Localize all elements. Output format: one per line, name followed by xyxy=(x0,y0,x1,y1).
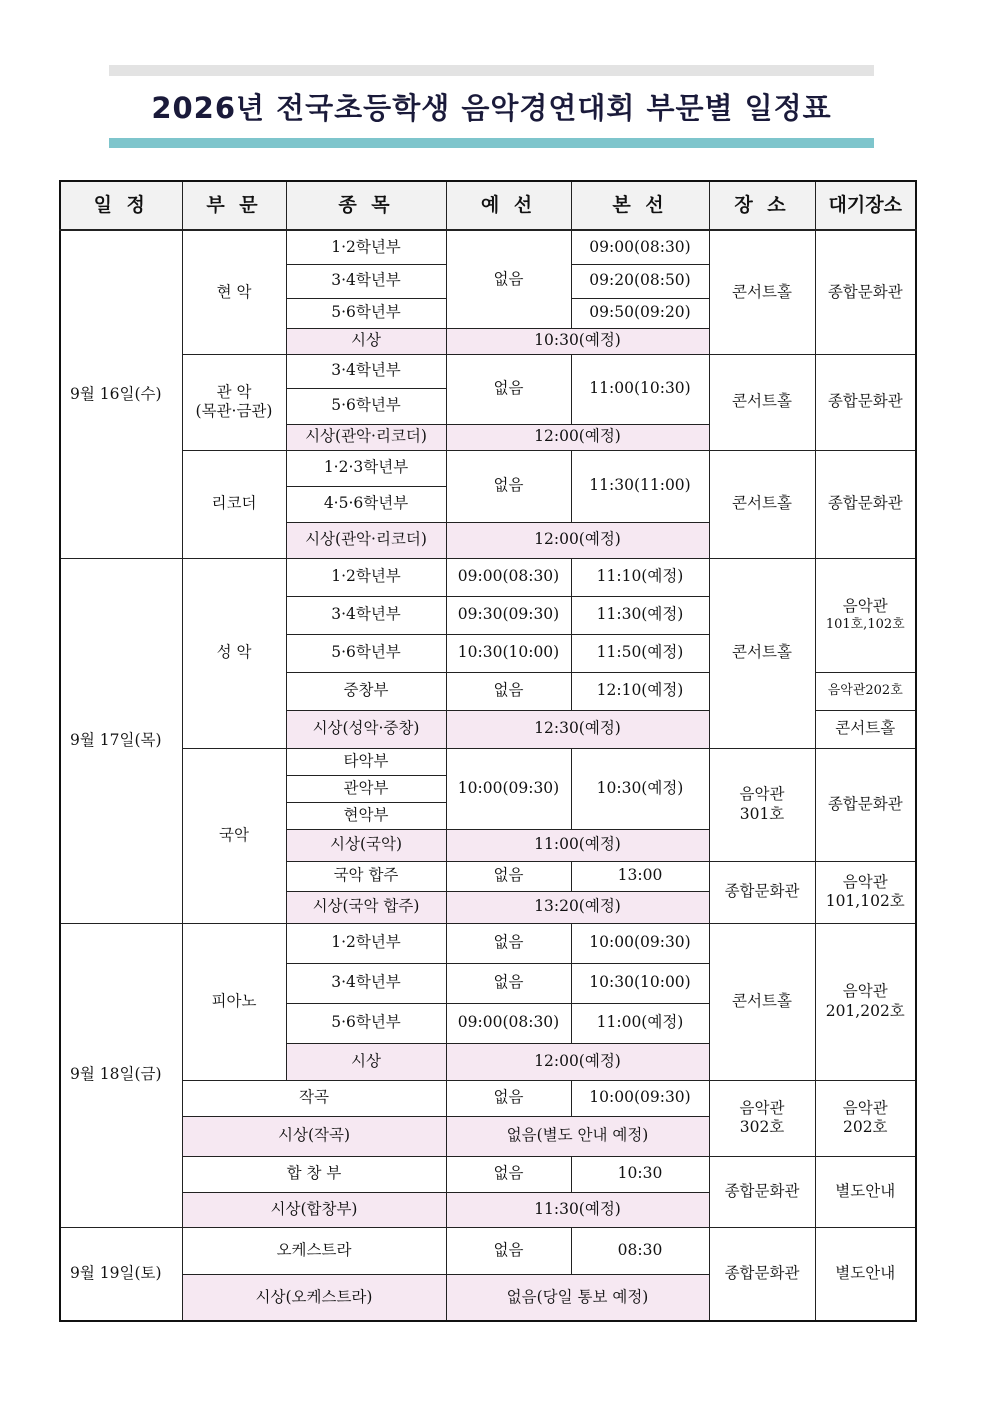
final-cell: 11:00(예정) xyxy=(571,1003,709,1043)
prelim-cell: 10:30(10:00) xyxy=(446,634,571,672)
column-header: 종 목 xyxy=(286,181,446,230)
column-header: 예 선 xyxy=(446,181,571,230)
award-time-cell: 12:00(예정) xyxy=(446,522,709,558)
waiting-cell: 별도안내 xyxy=(815,1156,916,1227)
final-cell: 13:00 xyxy=(571,861,709,891)
item-cell: 5·6학년부 xyxy=(286,388,446,424)
prelim-cell: 없음 xyxy=(446,1156,571,1192)
category-cell xyxy=(182,354,286,450)
page-title: 2026년 전국초등학생 음악경연대회 부문별 일정표 xyxy=(151,91,832,125)
waiting-label: 음악관 xyxy=(842,872,888,891)
column-header: 일 정 xyxy=(60,181,182,230)
waiting-room-label: 201,202호 xyxy=(825,1001,905,1020)
prelim-cell: 없음 xyxy=(446,230,571,328)
header-top-bar xyxy=(109,65,874,76)
venue-cell: 종합문화관 xyxy=(709,1156,815,1227)
category-cell: 국악 xyxy=(182,748,286,923)
waiting-cell: 콘서트홀 xyxy=(815,710,916,748)
prelim-cell: 없음 xyxy=(446,1080,571,1116)
award-cell: 시상(관악·리코더) xyxy=(286,522,446,558)
item-cell: 3·4학년부 xyxy=(286,354,446,388)
table-row xyxy=(60,748,916,775)
item-cell: 1·2학년부 xyxy=(286,923,446,963)
category-label: 관 악 xyxy=(216,382,252,401)
header-row xyxy=(60,181,916,230)
item-cell: 현악부 xyxy=(286,802,446,829)
date-cell: 9월 18일(금) xyxy=(60,923,182,1227)
waiting-room-label: 101호,102호 xyxy=(825,616,905,632)
item-cell: 1·2학년부 xyxy=(286,230,446,264)
table-row xyxy=(60,923,916,963)
item-cell: 5·6학년부 xyxy=(286,298,446,328)
final-cell: 10:00(09:30) xyxy=(571,923,709,963)
venue-room-label: 301호 xyxy=(739,804,785,823)
prelim-cell: 없음 xyxy=(446,963,571,1003)
final-cell: 10:30 xyxy=(571,1156,709,1192)
final-cell: 11:00(10:30) xyxy=(571,354,709,424)
final-cell: 10:30(예정) xyxy=(571,748,709,829)
venue-cell: 종합문화관 xyxy=(709,1227,815,1321)
award-cell: 시상(작곡) xyxy=(182,1116,446,1156)
venue-label: 음악관 xyxy=(739,785,785,804)
waiting-room-label: 101,102호 xyxy=(825,892,905,910)
venue-cell: 콘서트홀 xyxy=(709,558,815,748)
award-cell: 시상(오케스트라) xyxy=(182,1274,446,1321)
category-cell: 리코더 xyxy=(182,450,286,558)
item-cell: 오케스트라 xyxy=(182,1227,446,1274)
category-sub-label: (목관·금관) xyxy=(195,402,273,420)
venue-cell: 종합문화관 xyxy=(709,861,815,923)
final-cell: 10:00(09:30) xyxy=(571,1080,709,1116)
prelim-cell: 없음 xyxy=(446,1227,571,1274)
venue-room-label: 302호 xyxy=(739,1118,785,1136)
table-row xyxy=(60,1080,916,1116)
waiting-cell xyxy=(815,1080,916,1156)
waiting-label: 음악관 xyxy=(842,1098,888,1117)
final-cell: 11:30(예정) xyxy=(571,596,709,634)
item-cell: 국악 합주 xyxy=(286,861,446,891)
venue-cell: 콘서트홀 xyxy=(709,450,815,558)
item-cell: 작곡 xyxy=(182,1080,446,1116)
prelim-cell: 09:00(08:30) xyxy=(446,1003,571,1043)
final-cell: 09:50(09:20) xyxy=(571,298,709,328)
table-row xyxy=(60,450,916,486)
final-cell: 08:30 xyxy=(571,1227,709,1274)
table-row xyxy=(60,230,916,264)
item-cell: 3·4학년부 xyxy=(286,596,446,634)
column-header: 대기장소 xyxy=(815,181,916,230)
award-cell: 시상 xyxy=(286,328,446,354)
award-time-cell: 12:00(예정) xyxy=(446,424,709,450)
waiting-cell xyxy=(815,923,916,1080)
prelim-cell: 없음 xyxy=(446,923,571,963)
category-cell: 성 악 xyxy=(182,558,286,748)
final-cell: 10:30(10:00) xyxy=(571,963,709,1003)
waiting-room-label: 202호 xyxy=(842,1118,888,1136)
waiting-cell: 종합문화관 xyxy=(815,354,916,450)
item-cell: 3·4학년부 xyxy=(286,963,446,1003)
waiting-label: 음악관 xyxy=(842,982,888,1001)
award-time-cell: 11:30(예정) xyxy=(446,1192,709,1227)
final-cell: 11:10(예정) xyxy=(571,558,709,596)
waiting-cell: 별도안내 xyxy=(815,1227,916,1321)
item-cell: 5·6학년부 xyxy=(286,1003,446,1043)
award-cell: 시상 xyxy=(286,1043,446,1080)
date-cell: 9월 19일(토) xyxy=(60,1227,182,1321)
award-time-cell: 13:20(예정) xyxy=(446,891,709,923)
final-cell: 09:00(08:30) xyxy=(571,230,709,264)
column-header: 장 소 xyxy=(709,181,815,230)
date-cell: 9월 17일(목) xyxy=(60,558,182,923)
final-cell: 12:10(예정) xyxy=(571,672,709,710)
award-time-cell: 12:30(예정) xyxy=(446,710,709,748)
final-cell: 11:30(11:00) xyxy=(571,450,709,522)
category-cell: 피아노 xyxy=(182,923,286,1080)
item-cell: 타악부 xyxy=(286,748,446,775)
prelim-cell: 없음 xyxy=(446,354,571,424)
item-cell: 중창부 xyxy=(286,672,446,710)
date-cell: 9월 16일(수) xyxy=(60,230,182,558)
table-row xyxy=(60,354,916,388)
final-cell: 09:20(08:50) xyxy=(571,264,709,298)
prelim-cell: 없음 xyxy=(446,672,571,710)
award-time-cell: 10:30(예정) xyxy=(446,328,709,354)
venue-cell: 콘서트홀 xyxy=(709,923,815,1080)
venue-cell xyxy=(709,748,815,861)
item-cell: 5·6학년부 xyxy=(286,634,446,672)
item-cell: 1·2학년부 xyxy=(286,558,446,596)
award-time-cell: 11:00(예정) xyxy=(446,829,709,861)
venue-cell xyxy=(709,1080,815,1156)
waiting-cell: 종합문화관 xyxy=(815,748,916,861)
item-cell: 3·4학년부 xyxy=(286,264,446,298)
prelim-cell: 09:30(09:30) xyxy=(446,596,571,634)
award-cell: 시상(성악·중창) xyxy=(286,710,446,748)
waiting-cell: 종합문화관 xyxy=(815,230,916,354)
venue-label: 음악관 xyxy=(739,1098,785,1117)
item-cell: 4·5·6학년부 xyxy=(286,486,446,522)
column-header: 본 선 xyxy=(571,181,709,230)
table-row xyxy=(60,558,916,596)
final-cell: 11:50(예정) xyxy=(571,634,709,672)
award-cell: 시상(관악·리코더) xyxy=(286,424,446,450)
waiting-cell: 음악관202호 xyxy=(815,672,916,710)
item-cell: 관악부 xyxy=(286,775,446,802)
award-cell: 시상(국악 합주) xyxy=(286,891,446,923)
table-row xyxy=(60,1227,916,1274)
prelim-cell: 없음 xyxy=(446,861,571,891)
category-cell: 현 악 xyxy=(182,230,286,354)
award-cell: 시상(국악) xyxy=(286,829,446,861)
award-cell: 시상(합창부) xyxy=(182,1192,446,1227)
schedule-table xyxy=(59,180,917,1322)
award-time-cell: 없음(당일 통보 예정) xyxy=(446,1274,709,1321)
waiting-label: 음악관 xyxy=(842,597,888,616)
venue-cell: 콘서트홀 xyxy=(709,354,815,450)
table-row xyxy=(60,1156,916,1192)
waiting-cell: 종합문화관 xyxy=(815,450,916,558)
waiting-cell xyxy=(815,861,916,923)
header-bottom-bar xyxy=(109,138,874,148)
item-cell: 합 창 부 xyxy=(182,1156,446,1192)
prelim-cell: 없음 xyxy=(446,450,571,522)
item-cell: 1·2·3학년부 xyxy=(286,450,446,486)
award-time-cell: 없음(별도 안내 예정) xyxy=(446,1116,709,1156)
waiting-cell xyxy=(815,558,916,672)
venue-cell: 콘서트홀 xyxy=(709,230,815,354)
prelim-cell: 09:00(08:30) xyxy=(446,558,571,596)
prelim-cell: 10:00(09:30) xyxy=(446,748,571,829)
award-time-cell: 12:00(예정) xyxy=(446,1043,709,1080)
column-header: 부 문 xyxy=(182,181,286,230)
